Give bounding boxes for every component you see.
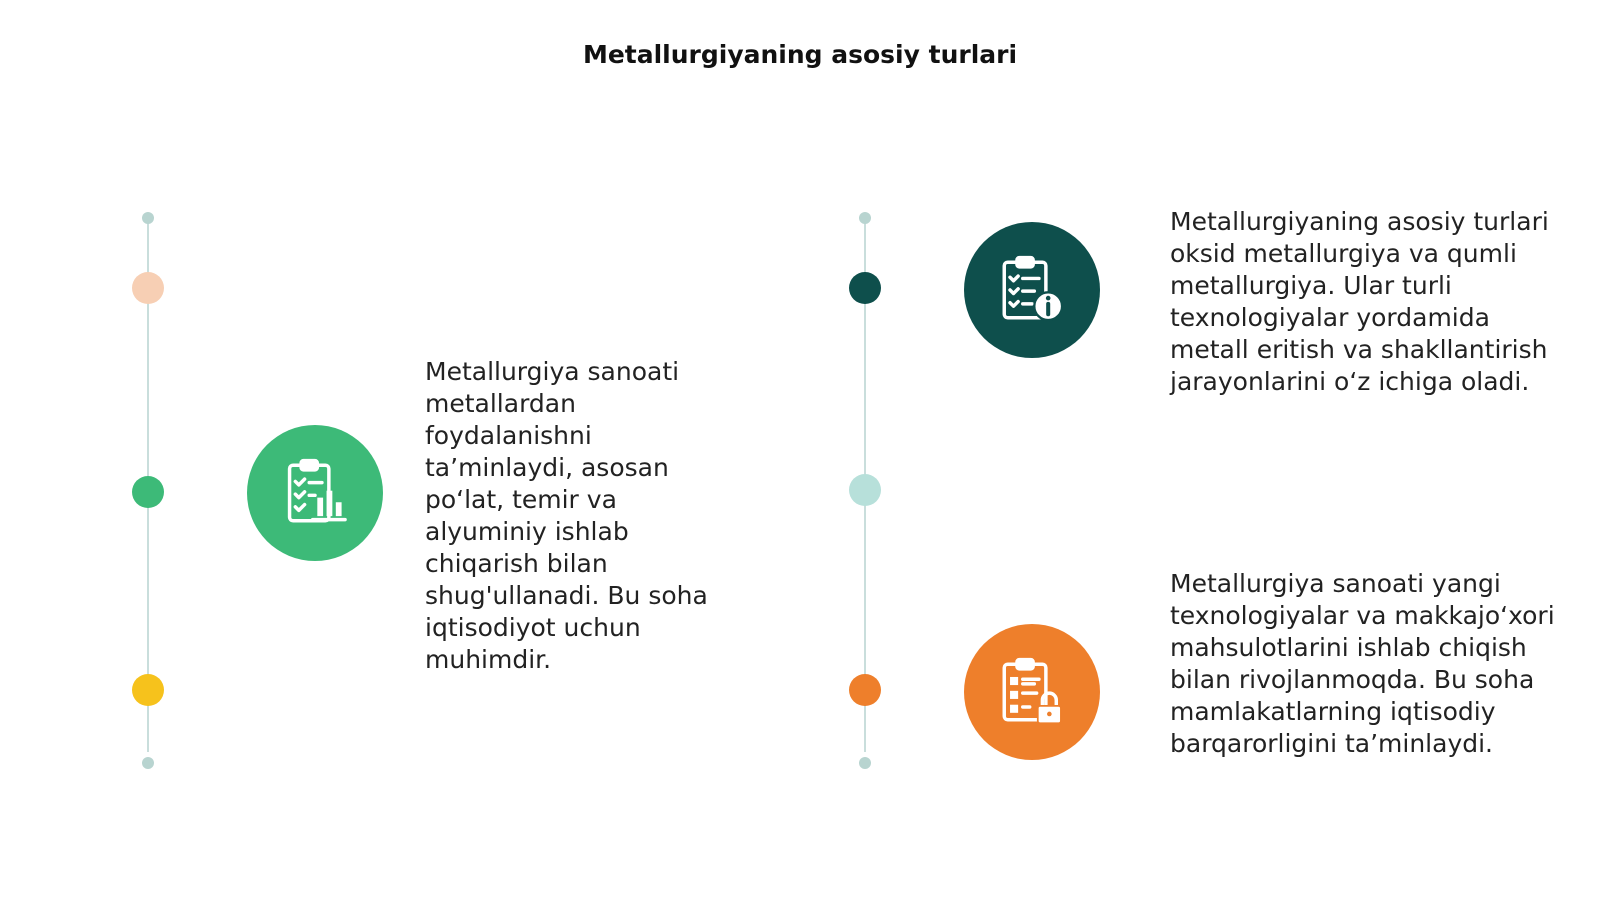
right-timeline-dot-light-teal xyxy=(849,474,881,506)
right-timeline-top-end xyxy=(859,212,871,224)
left-timeline-dot-green xyxy=(132,476,164,508)
left-timeline-dot-peach xyxy=(132,272,164,304)
clipboard-info-icon xyxy=(995,253,1069,327)
item-3-icon-circle xyxy=(964,624,1100,760)
left-timeline-bottom-end xyxy=(142,757,154,769)
clipboard-lock-icon xyxy=(995,655,1069,729)
right-timeline-bottom-end xyxy=(859,757,871,769)
item-2-text: Metallurgiyaning asosiy turlari oksid metallurgiya va qumli metallurgiya. Ular turli texnologiyalar yordamida metall eritish va shakllantirish jarayonlarini o‘z ichiga oladi. xyxy=(1170,207,1549,396)
left-timeline-top-end xyxy=(142,212,154,224)
item-3-text: Metallurgiya sanoati yangi texnologiyalar va makkajo‘xori mahsulotlarini ishlab chiqish bilan rivojlanmoqda. Bu soha mamlakatlarning iqtisodiy barqarorligini ta’minlaydi. xyxy=(1170,569,1555,758)
page-title: Metallurgiyaning asosiy turlari xyxy=(582,40,1018,69)
clipboard-chart-icon xyxy=(278,456,352,530)
item-2-icon-circle xyxy=(964,222,1100,358)
item-1-icon-circle xyxy=(247,425,383,561)
right-timeline-dot-orange xyxy=(849,674,881,706)
right-timeline-dot-dark-teal xyxy=(849,272,881,304)
item-1-text: Metallurgiya sanoati metallardan foydalanishni ta’minlaydi, asosan po‘lat, temir va alyuminiy ishlab chiqarish bilan shug'ullanadi. Bu soha iqtisodiyot uchun muhimdir. xyxy=(425,357,708,674)
left-timeline-dot-yellow xyxy=(132,674,164,706)
